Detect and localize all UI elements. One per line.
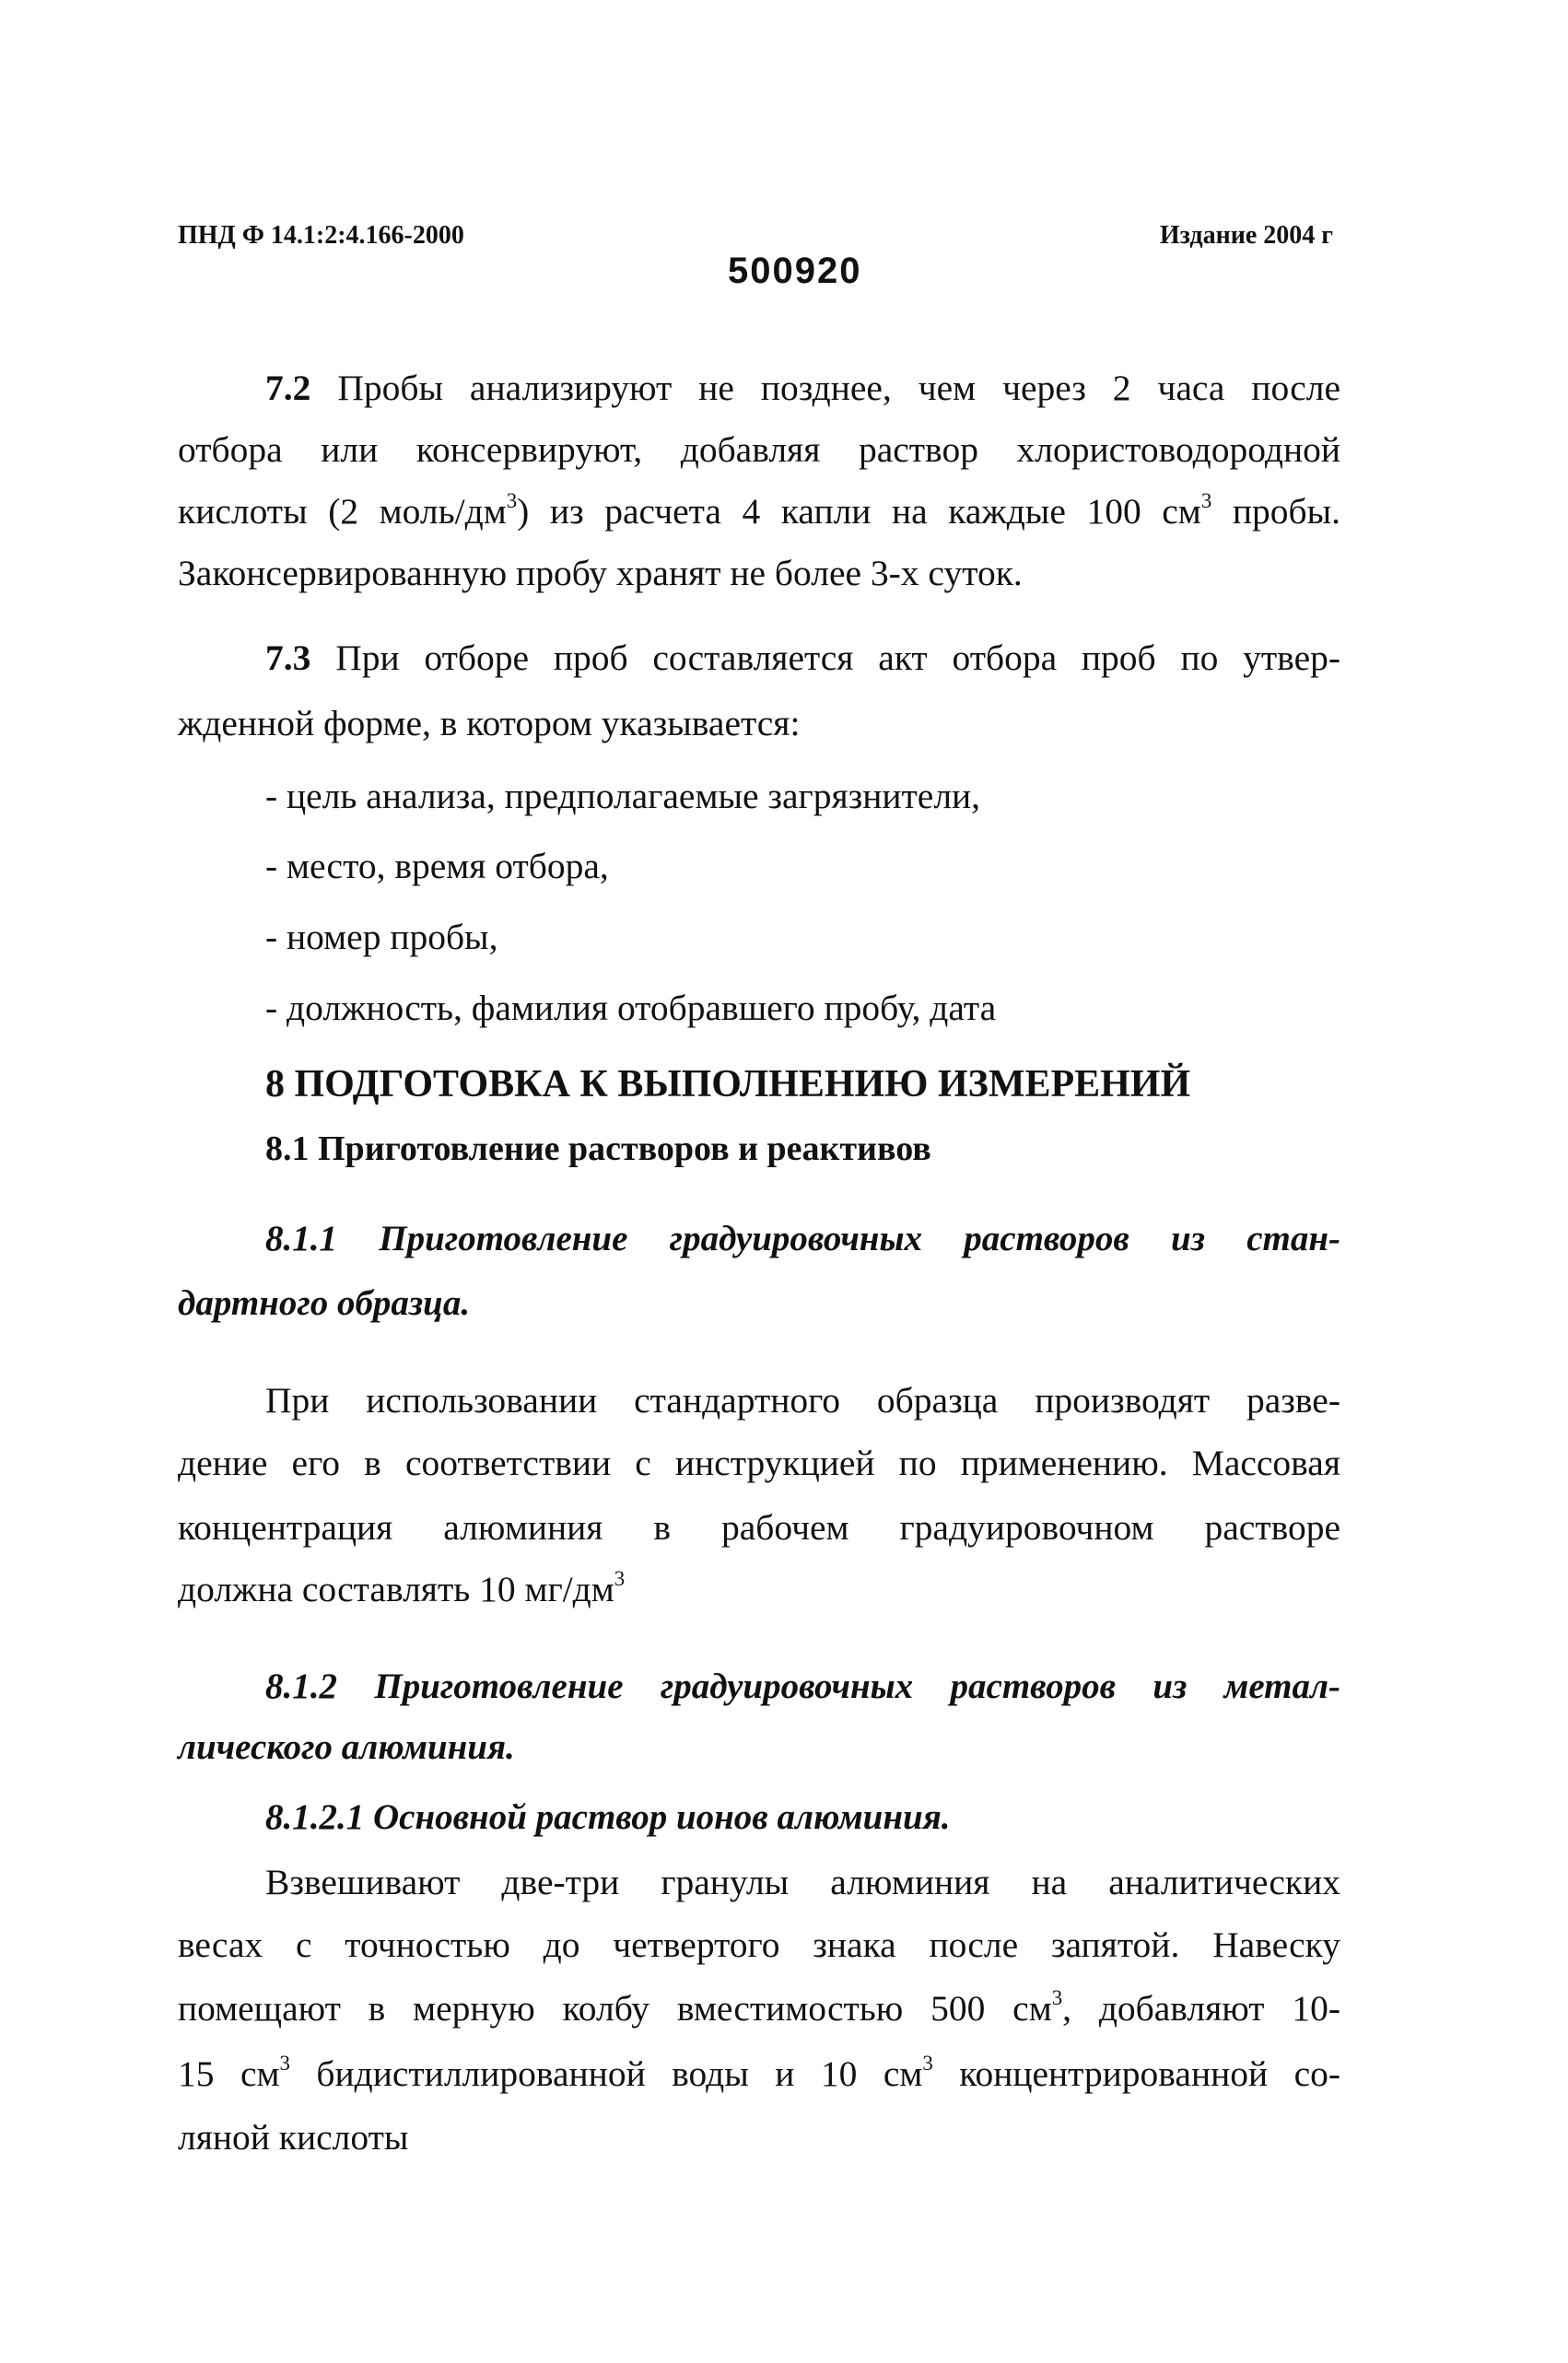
p72-line-3 bbox=[178, 490, 1340, 532]
p72-text-3c: пробы. bbox=[1211, 491, 1341, 532]
section-8-1-2-title-line-1: 8.1.2 Приготовление градуировочных растворов из метал- bbox=[265, 1667, 1340, 1706]
section-8-title: 8 ПОДГОТОВКА К ВЫПОЛНЕНИЮ ИЗМЕРЕНИЙ bbox=[265, 1063, 1191, 1105]
list-item: - место, время отбора, bbox=[265, 846, 609, 886]
s812-sup-1: 3 bbox=[1051, 1985, 1063, 2009]
section-8-1-title: 8.1 Приготовление растворов и реактивов bbox=[265, 1129, 931, 1168]
p72-number: 7.2 bbox=[265, 368, 311, 408]
p73-number: 7.3 bbox=[265, 638, 311, 678]
section-8-1-1-title-line-1: 8.1.1 Приготовление градуировочных растворов из стан- bbox=[265, 1219, 1340, 1258]
s812-text-4a: 15 см bbox=[178, 2053, 280, 2094]
p73-text-1: При отборе проб составляется акт отбора проб по утвер- bbox=[335, 638, 1341, 678]
s812-text-4c: концентрированной со- bbox=[932, 2053, 1341, 2094]
p72-sup-1: 3 bbox=[506, 488, 518, 512]
s811-line-1: При использовании стандартного образца производят разве- bbox=[265, 1380, 1340, 1421]
p73-line-1 bbox=[265, 637, 1340, 679]
s812-text-4b: бидистиллированной воды и 10 см bbox=[289, 2053, 923, 2094]
p72-text-3a: кислоты (2 моль/дм bbox=[178, 491, 507, 532]
p72-line-4: Законсервированную пробу хранят не более 3-х суток. bbox=[178, 553, 1023, 593]
s811-sup: 3 bbox=[614, 1566, 626, 1590]
s812-line-3 bbox=[178, 1987, 1340, 2030]
s811-line-2: дение его в соответствии с инструкцией по применению. Массовая bbox=[178, 1443, 1340, 1483]
document-code: ПНД Ф 14.1:2:4.166-2000 bbox=[178, 221, 464, 250]
edition-label: Издание 2004 г bbox=[1159, 221, 1333, 250]
s811-line-3: концентрация алюминия в рабочем градуировочном растворе bbox=[178, 1507, 1340, 1548]
p72-text-1: Пробы анализируют не позднее, чем через 2 часа после bbox=[337, 368, 1340, 408]
p72-text-3b: ) из расчета 4 капли на каждые 100 см bbox=[517, 491, 1201, 532]
list-item: - цель анализа, предполагаемые загрязнители, bbox=[265, 776, 981, 816]
p72-line-1 bbox=[265, 367, 1340, 409]
s812-line-2: весах с точностью до четвертого знака после запятой. Навеску bbox=[178, 1924, 1340, 1965]
s812-text-3b: , добавляют 10- bbox=[1062, 1988, 1340, 2029]
p73-line-2: жденной форме, в котором указывается: bbox=[178, 703, 801, 743]
section-8-1-2-title-line-2: лического алюминия. bbox=[178, 1727, 515, 1767]
p72-sup-2: 3 bbox=[1200, 488, 1212, 512]
p72-line-2: отбора или консервируют, добавляя раствор хлористоводородной bbox=[178, 429, 1340, 470]
list-item: - должность, фамилия отобравшего пробу, дата bbox=[265, 988, 997, 1028]
s812-line-4 bbox=[178, 2053, 1340, 2095]
s812-text-3a: помещают в мерную колбу вместимостью 500 см bbox=[178, 1988, 1052, 2029]
s812-sup-3: 3 bbox=[922, 2051, 933, 2075]
s812-line-1: Взвешивают две-три гранулы алюминия на аналитических bbox=[265, 1862, 1340, 1902]
list-item: - номер пробы, bbox=[265, 917, 498, 957]
page-number: 500920 bbox=[728, 251, 862, 291]
s812-line-5: ляной кислоты bbox=[178, 2117, 409, 2158]
section-8-1-2-1-title: 8.1.2.1 Основной раствор ионов алюминия. bbox=[265, 1797, 951, 1837]
s812-sup-2: 3 bbox=[279, 2051, 290, 2075]
section-8-1-1-title-line-2: дартного образца. bbox=[178, 1283, 471, 1323]
s811-line-4 bbox=[178, 1568, 1340, 1610]
s811-text-4a: должна составлять 10 мг/дм bbox=[178, 1569, 614, 1609]
